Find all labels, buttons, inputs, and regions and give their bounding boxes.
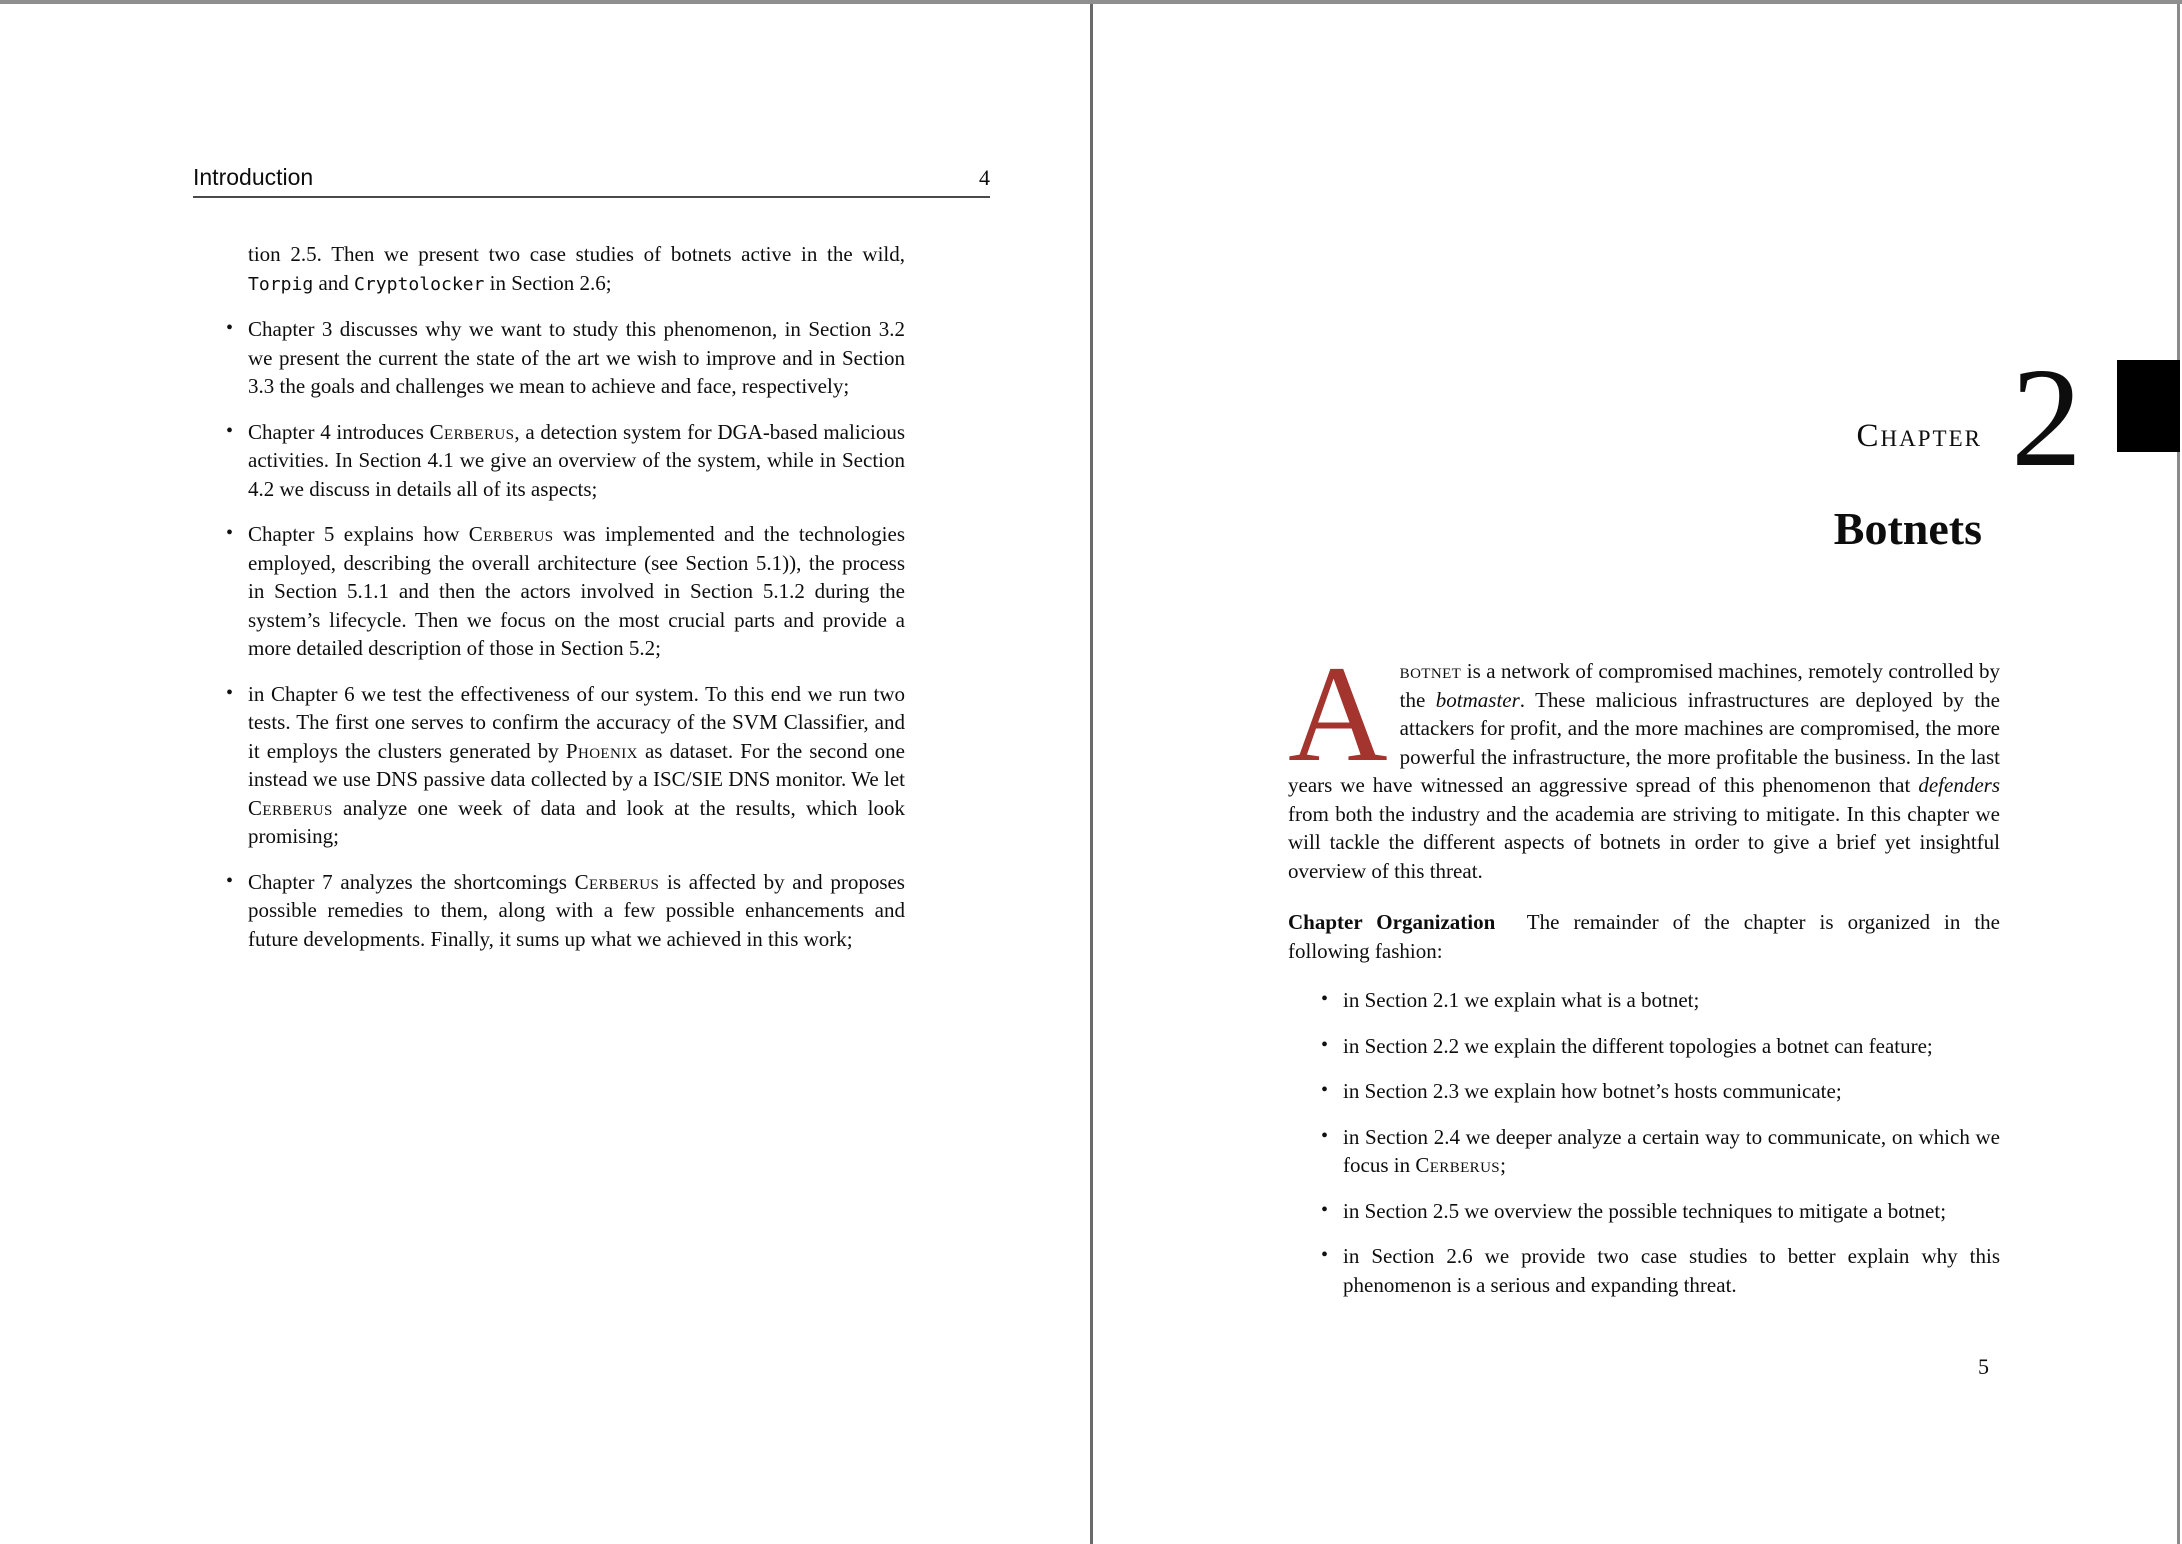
list-item: • in Section 2.2 we explain the different topologies a botnet can feature; — [1343, 1032, 2000, 1061]
chapter-summary-list — [193, 315, 905, 953]
list-item: • in Section 2.3 we explain how botnet’s hosts communicate; — [1343, 1077, 2000, 1106]
chapter-number-box — [2117, 360, 2180, 452]
list-item: • Chapter 7 analyzes the shortcomings Cerberus is affected by and proposes possible remedies to them, along with a few possible enhancements and future developments. Finally, it sums up what we achieved in this work; — [248, 868, 905, 954]
left-page — [0, 4, 1090, 1544]
list-item: • Chapter 5 explains how Cerberus was implemented and the technologies employed, describing the overall architecture (see Section 5.1)), the process in Section 5.1.1 and then the actors involved in Section 5.1.2 during the system’s lifecycle. Then we focus on the most crucial parts and provide a more detailed description of those in Section 5.2; — [248, 520, 905, 663]
left-page-body — [193, 240, 905, 953]
section-overview-list — [1288, 986, 2000, 1299]
drop-cap: A — [1288, 637, 1388, 790]
list-item: • in Chapter 6 we test the effectiveness of our system. To this end we run two tests. The first one serves to confirm the accuracy of the SVM Classifier, and it employs the clusters generated by Phoenix as dataset. For the second one instead we use DNS passive data collected by a ISC/SIE DNS monitor. We let Cerberus analyze one week of data and look at the results, which look promising; — [248, 680, 905, 851]
right-page-body — [1288, 636, 2000, 1299]
list-item: • in Section 2.4 we deeper analyze a certain way to communicate, on which we focus in Cerberus; — [1343, 1123, 2000, 1180]
chapter-organization-paragraph: Chapter Organization The remainder of the chapter is organized in the following fashion: — [1288, 910, 2000, 963]
chapter-label: Chapter — [1856, 418, 1982, 454]
lead-paragraph-text: botnet is a network of compromised machines, remotely controlled by the botmaster. These malicious infrastructures are deployed by the attackers for profit, and the more machines are compromised, the more powerful the infrastructure, the more profitable the business. In the last years we have witnessed an aggressive spread of this phenomenon that defenders from both the industry and the academia are striving to mitigate. In this chapter we will tackle the different aspects of botnets in order to give a brief yet insightful overview of this threat. — [1288, 659, 2001, 883]
running-head-page-number: 4 — [979, 165, 990, 190]
list-item: • Chapter 3 discusses why we want to study this phenomenon, in Section 3.2 we present the current the state of the art we wish to improve and in Section 3.3 the goals and challenges we mean to achieve and face, respectively; — [248, 315, 905, 401]
page-right-edge-line — [2177, 4, 2180, 1544]
list-item: • Chapter 4 introduces Cerberus, a detection system for DGA-based malicious activities. In Section 4.1 we give an overview of the system, while in Section 4.2 we discuss in details all of its aspects; — [248, 418, 905, 504]
right-page — [1093, 4, 2177, 1544]
page-number: 5 — [1978, 1354, 1989, 1379]
list-item: • in Section 2.5 we overview the possible techniques to mitigate a botnet; — [1343, 1197, 2000, 1226]
list-item: • in Section 2.6 we provide two case studies to better explain why this phenomenon is a serious and expanding threat. — [1343, 1242, 2000, 1299]
chapter-number: 2 — [2011, 338, 2082, 496]
running-head — [193, 166, 990, 198]
chapter-title: Botnets — [1833, 503, 1982, 554]
continuation-paragraph: tion 2.5. Then we present two case studies of botnets active in the wild, Torpig and Cryptolocker in Section 2.6; — [248, 242, 905, 295]
running-head-title: Introduction — [193, 164, 314, 190]
list-item: • in Section 2.1 we explain what is a botnet; — [1343, 986, 2000, 1015]
lead-paragraph — [1288, 637, 2001, 885]
